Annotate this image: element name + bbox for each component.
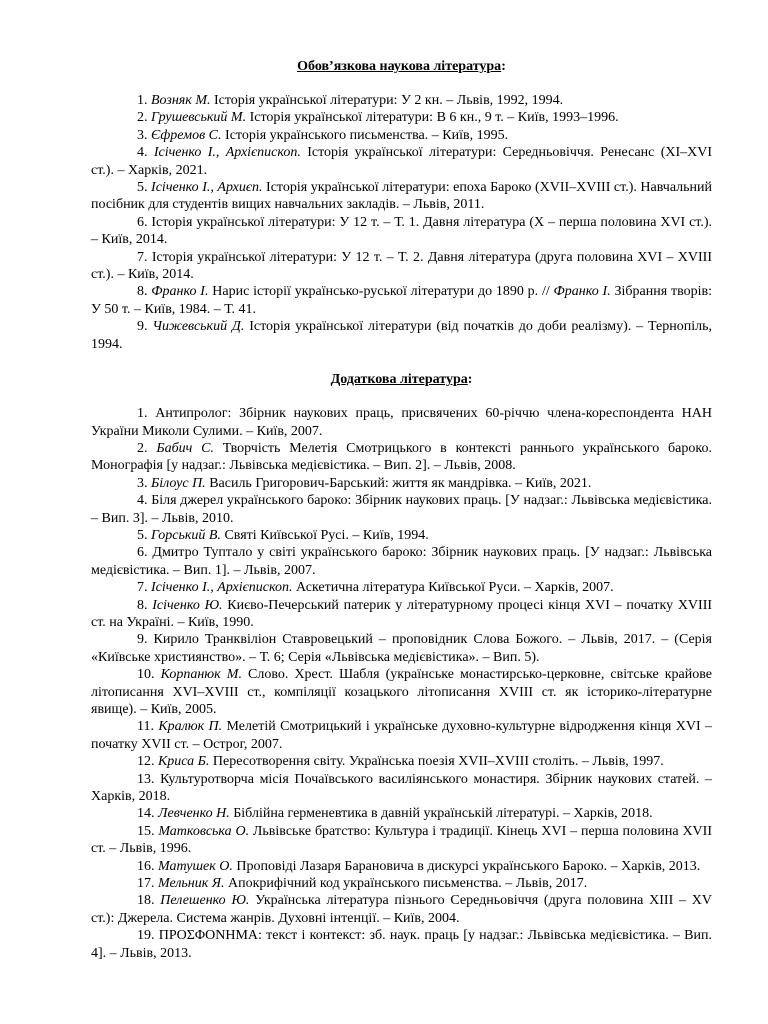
bibliography-item xyxy=(91,527,712,544)
bibliography-item xyxy=(91,318,712,353)
item-text: Історія українського письменства. – Київ, 1995. xyxy=(225,127,509,143)
item-number: 15. xyxy=(137,823,155,839)
item-author: Ісіченко І., Архиєп. xyxy=(151,180,263,196)
item-text: Апокрифічний код українського письменства. – Львів, 2017. xyxy=(228,876,588,892)
bibliography-item xyxy=(91,544,712,579)
item-text: Києво-Печерський патерик у літературному процесі кінця XVI – початку XVIII ст. на Україні. – Київ, 1990. xyxy=(91,597,713,630)
bibliography-item xyxy=(91,771,712,806)
bibliography-item xyxy=(91,927,712,962)
item-author: Корпанюк М. xyxy=(160,667,242,683)
bibliography-item xyxy=(91,144,712,179)
item-number: 7. xyxy=(137,249,148,265)
item-text: Історія української літератури: У 12 т. – Т. 1. Давня література (X – перша половина XVI ст.). – Київ, 2014. xyxy=(91,214,713,248)
bibliography-item xyxy=(91,718,712,753)
item-text: Культуротворча місія Почаївського василіянського монастиря. Збірник наукових статей. – Харків, 2018. xyxy=(91,771,713,805)
item-number: 2. xyxy=(137,440,148,456)
bibliography-item xyxy=(91,753,712,770)
item-number: 9. xyxy=(137,632,148,648)
item-text: Історія української літератури: Середньовіччя. Ренесанс (XI–XVI ст.). – Харків, 2021. xyxy=(91,145,713,178)
item-number: 5. xyxy=(137,527,148,543)
item-number: 4. xyxy=(137,493,148,509)
item-author: Горський В. xyxy=(151,527,221,543)
item-text: Василь Григорович-Барський: життя як мандрівка. – Київ, 2021. xyxy=(209,475,592,491)
item-author: Ісіченко Ю. xyxy=(152,597,223,613)
item-text: Зібрання творів: У 50 т. – Київ, 1984. – Т. 41. xyxy=(91,284,712,317)
bibliography-item xyxy=(91,858,712,875)
item-number: 9. xyxy=(137,319,148,335)
item-author: Ісіченко І., Архієпископ. xyxy=(151,580,293,596)
item-author: Єфремов С. xyxy=(151,127,222,143)
item-author: Кралюк П. xyxy=(158,719,223,735)
item-author: Левченко Н. xyxy=(158,806,230,822)
item-number: 17. xyxy=(137,876,155,892)
item-author: Возняк М. xyxy=(151,93,211,108)
bibliography-item xyxy=(91,92,712,109)
bibliography-item xyxy=(91,666,712,718)
additional-literature-title: Додаткова література xyxy=(330,372,468,388)
additional-literature-colon: : xyxy=(467,372,473,388)
item-text: Дмитро Туптало у світі українського бароко: Збірник наукових праць. [У надзаг.: Львівська медієвістика. – Вип. 1]. – Львів, 2007. xyxy=(91,545,713,578)
bibliography-item xyxy=(91,631,712,666)
item-text: Творчість Мелетія Смотрицького в контексті раннього українського бароко. Монографія [у надзаг.: Львівська медієвістика. – Вип. 2]. – Львів, 2008. xyxy=(91,440,712,474)
additional-literature-list xyxy=(91,405,712,962)
item-number: 16. xyxy=(137,858,155,874)
item-number: 12. xyxy=(137,754,155,770)
item-number: 1. xyxy=(137,93,148,108)
item-text: Кирило Транквіліон Ставровецький – проповідник Слова Божого. – Львів, 2017. – (Серія «Київське християнство». – Т. 6; Серія «Львівська медієвістика». – Вип. 5). xyxy=(91,632,712,665)
bibliography-item xyxy=(91,249,712,284)
item-number: 3. xyxy=(137,127,148,143)
bibliography-item xyxy=(91,892,712,927)
item-author: Білоус П. xyxy=(151,475,206,491)
item-author: Франко І. xyxy=(151,284,209,300)
item-number: 3. xyxy=(137,475,148,491)
item-number: 13. xyxy=(137,771,155,787)
item-text: Історія української літератури: У 12 т. – Т. 2. Давня література (друга половина XVI – XVIII ст.). – Київ, 2014. xyxy=(91,249,712,283)
item-text: Святі Київської Русі. – Київ, 1994. xyxy=(224,527,429,543)
item-number: 6. xyxy=(137,214,148,230)
item-author: Пелешенко Ю. xyxy=(160,893,250,909)
item-text: Українська література пізнього Середньовіччя (друга половина XIII – XV ст.): Джерела. Система жанрів. Духовні інтенції. – Київ, 2004. xyxy=(91,893,713,926)
item-number: 4. xyxy=(137,145,148,161)
item-author: Грушевський М. xyxy=(151,110,247,126)
item-number: 11. xyxy=(137,719,154,735)
item-author: Матковська О. xyxy=(158,823,250,839)
bibliography-item xyxy=(91,805,712,822)
required-literature-colon: : xyxy=(501,59,506,74)
item-author: Чижевський Д. xyxy=(152,319,245,335)
item-number: 10. xyxy=(137,667,155,683)
bibliography-item xyxy=(91,179,712,214)
bibliography-item xyxy=(91,283,712,318)
item-text: Аскетична література Київської Руси. – Харків, 2007. xyxy=(296,580,614,596)
item-number: 19. xyxy=(137,928,155,944)
bibliography-item xyxy=(91,579,712,596)
item-text: Антипролог: Збірник наукових праць, присвячених 60-річчю члена-кореспондента НАН України Миколи Сулими. – Київ, 2007. xyxy=(91,406,712,439)
item-number: 18. xyxy=(137,893,155,909)
item-number: 7. xyxy=(137,580,148,596)
item-number: 1. xyxy=(137,406,148,422)
bibliography-item xyxy=(91,405,712,440)
item-author: Ісіченко І., Архієпископ. xyxy=(153,145,301,161)
bibliography-item xyxy=(91,214,712,249)
item-text: Історія української літератури (від початків до доби реалізму). – Тернопіль, 1994. xyxy=(91,319,712,352)
bibliography-item xyxy=(91,440,712,475)
item-number: 6. xyxy=(137,545,148,561)
item-author: Мельник Я. xyxy=(158,876,225,892)
bibliography-item xyxy=(91,597,712,632)
item-text: Мелетій Смотрицький і українське духовно-культурне відродження кінця XVI – початку XVII ст. – Острог, 2007. xyxy=(91,719,712,752)
required-literature-heading xyxy=(91,58,712,75)
item-author: Бабич С. xyxy=(156,440,214,456)
item-number: 8. xyxy=(137,597,148,613)
item-text: Історія української літератури: В 6 кн., 9 т. – Київ, 1993–1996. xyxy=(249,110,619,126)
bibliography-item xyxy=(91,109,712,126)
item-text: Львівське братство: Культура і традиції. Кінець XVI – перша половина XVII ст. – Львів, 1996. xyxy=(91,823,712,857)
item-text: Проповіді Лазаря Барановича в дискурсі українського Бароко. – Харків, 2013. xyxy=(236,858,701,874)
additional-literature-heading xyxy=(91,371,712,388)
item-text: Пересотворення світу. Українська поезія XVII–XVIII століть. – Львів, 1997. xyxy=(212,754,664,770)
item-text: ΠΡΟΣΦΟΝΗΜΑ: текст і контекст: зб. наук. праць [у надзаг.: Львівська медієвістика. – Вип. 4]. – Львів, 2013. xyxy=(91,928,713,961)
item-author: Франко І. xyxy=(553,284,611,300)
item-number: 14. xyxy=(137,806,155,822)
bibliography-item xyxy=(91,475,712,492)
bibliography-item xyxy=(91,823,712,858)
bibliography-item xyxy=(91,127,712,144)
item-number: 8. xyxy=(137,284,148,300)
item-text: Історія української літератури: епоха Бароко (XVII–XVIII ст.). Навчальний посібник для студентів вищих навчальних закладів. – Львів, 2011. xyxy=(91,180,713,213)
item-number: 2. xyxy=(137,110,148,126)
required-literature-title: Обов’язкова наукова література xyxy=(297,59,502,74)
item-text: Слово. Хрест. Шабля (українське монастирсько-церковне, світське крайове літописання XVI–XVIII ст., компіляції козацького літописання XVIII ст. як історико-літературне явище). – Київ, 2005. xyxy=(91,667,713,717)
item-text: Біля джерел українського бароко: Збірник наукових праць. [У надзаг.: Львівська медієвістика. – Вип. 3]. – Львів, 2010. xyxy=(91,493,713,526)
bibliography-item xyxy=(91,875,712,892)
bibliography-item xyxy=(91,492,712,527)
required-literature-list xyxy=(91,92,712,353)
item-number: 5. xyxy=(137,180,148,196)
item-author: Криса Б. xyxy=(158,754,210,770)
item-text: Історія української літератури: У 2 кн. – Львів, 1992, 1994. xyxy=(214,93,564,108)
item-text: Нарис історії українсько-руської літератури до 1890 р. // xyxy=(212,284,550,300)
item-author: Матушек О. xyxy=(158,858,233,874)
item-text: Біблійна герменевтика в давній українській літературі. – Харків, 2018. xyxy=(233,806,653,822)
